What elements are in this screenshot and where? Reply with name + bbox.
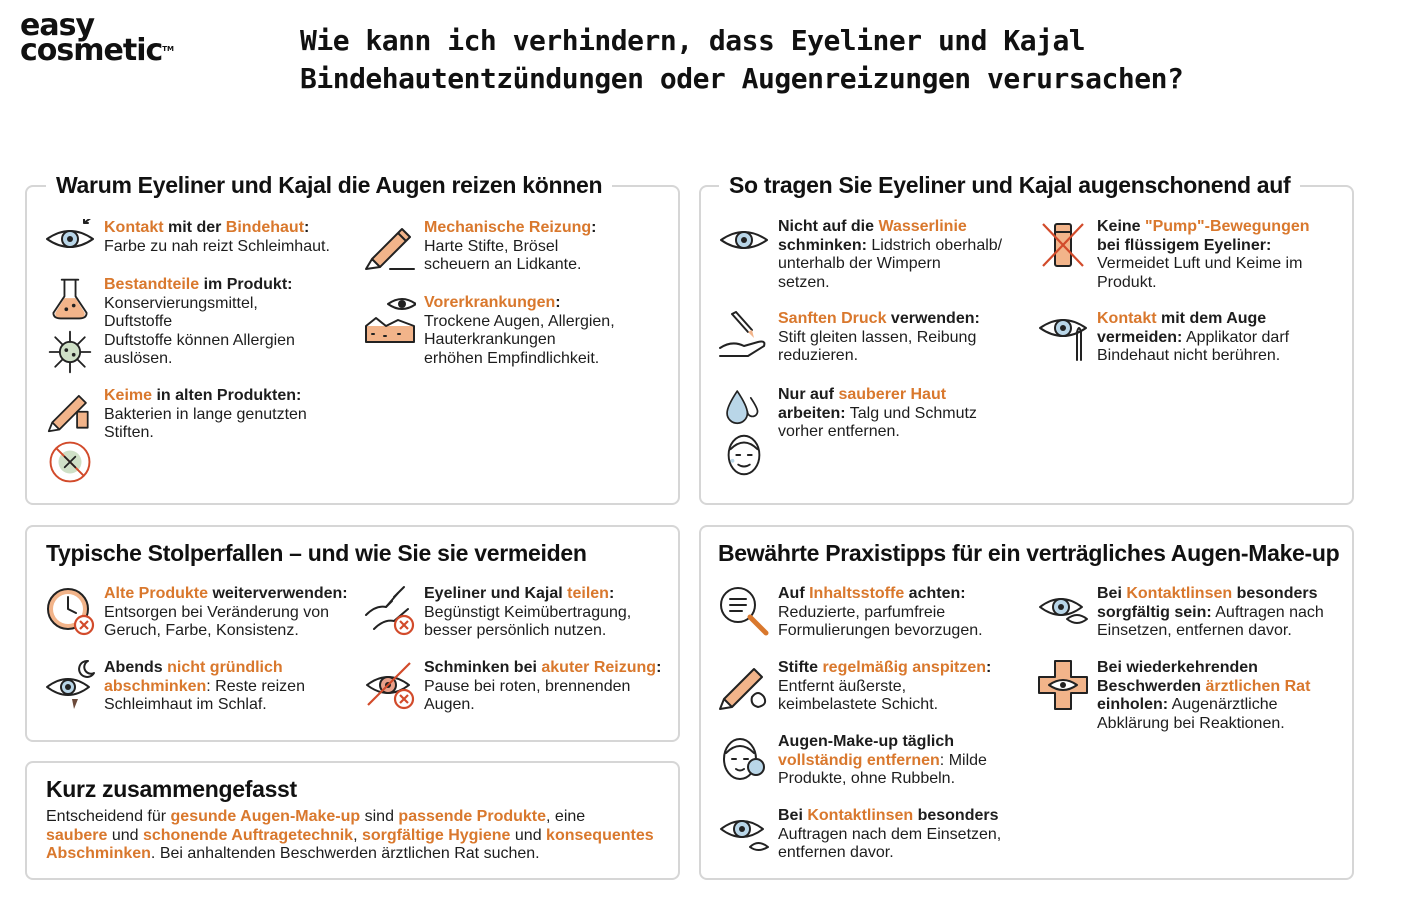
item-label: Vorerkrankungen <box>424 294 556 311</box>
logo-line1: easy <box>20 8 95 43</box>
item-text: Augen. <box>424 696 475 713</box>
item-text: besser persönlich nutzen. <box>424 622 607 639</box>
brand-logo <box>20 8 190 68</box>
item-text: Reduzierte, parfumfreie <box>778 603 946 621</box>
summary-text: und <box>107 826 143 844</box>
item-text: : Milde <box>939 751 987 769</box>
summary-highlight: gesunde Augen-Make-up <box>170 808 361 825</box>
irritated-eye-icon <box>364 659 416 711</box>
item-text: Auftragen nach dem Einsetzen, <box>778 825 1002 843</box>
item-text: Begünstigt Keimübertragung, <box>424 603 632 621</box>
no-pump-icon <box>1037 218 1089 270</box>
item-text: Abklärung bei Reaktionen. <box>1097 714 1285 732</box>
item-label: Bei wiederkehrenden <box>1097 659 1258 676</box>
item-text: : Reste reizen <box>206 677 305 695</box>
clock-icon <box>44 585 96 637</box>
item-text: scheuern an Lidkante. <box>424 256 582 273</box>
summary-text: sind <box>360 808 399 825</box>
item-text: Harte Stifte, Brösel <box>424 237 559 255</box>
medical-cross-icon <box>1037 659 1089 711</box>
item-text: Trockene Augen, Allergien, <box>424 312 615 330</box>
item-label: vermeiden: <box>1097 328 1183 346</box>
item-label: vollständig entfernen <box>778 751 940 769</box>
summary-text: , <box>353 826 362 844</box>
item-label: Mechanische Reizung <box>424 219 592 236</box>
item-label: Keime <box>104 387 153 404</box>
waterline-eye-icon <box>718 218 770 270</box>
item-text: Produkt. <box>1097 273 1157 291</box>
item-label: Nicht auf die <box>778 218 879 235</box>
item-label: achten: <box>904 585 966 602</box>
panel-summary-heading: Kurz zusammengefasst <box>46 776 297 802</box>
item-text: vorher entfernen. <box>778 423 900 440</box>
item-label: ärztlichen Rat <box>1205 677 1311 695</box>
face-icon <box>718 430 770 480</box>
summary-highlight: sorgfältige Hygiene <box>361 826 511 844</box>
item-label: Augen-Make-up täglich <box>778 733 955 750</box>
item-text: Stift gleiten lassen, Reibung <box>778 328 977 346</box>
item-label: besonders <box>913 807 999 824</box>
item-label: Nur auf <box>778 386 839 403</box>
item-label: weiterverwenden: <box>208 585 348 602</box>
logo-line2: cosmetic <box>20 32 163 68</box>
eye-icon <box>44 219 96 271</box>
item-label: sauberer Haut <box>838 386 947 403</box>
item-label: mit dem Auge <box>1156 310 1267 327</box>
item-text: Geruch, Farbe, Konsistenz. <box>104 622 299 639</box>
item-label: einholen: <box>1097 696 1169 713</box>
item-label: : <box>608 585 615 602</box>
item-label: Stifte <box>778 659 823 676</box>
item-label: teilen <box>567 585 609 602</box>
item-label: Sanften Druck <box>778 310 887 327</box>
summary-highlight: konsequentes <box>546 826 654 844</box>
item-text: Bindehaut nicht berühren. <box>1097 347 1281 364</box>
item-label: besonders <box>1232 585 1318 602</box>
item-label: Abends <box>104 659 168 676</box>
item-label: : <box>555 294 561 311</box>
item-text: Farbe zu nah reizt Schleimhaut. <box>104 237 330 255</box>
item-label: Beschwerden <box>1097 677 1206 695</box>
item-text: setzen. <box>778 273 830 291</box>
summary-paragraph <box>46 808 666 864</box>
item-label: : <box>591 219 597 236</box>
item-label: Eyeliner und Kajal <box>424 585 568 602</box>
old-pencil-icon <box>44 387 96 433</box>
page-title <box>300 22 1360 98</box>
skin-eye-icon <box>364 294 416 346</box>
item-label: Bindehaut <box>225 219 305 236</box>
item-text: auslösen. <box>104 350 173 367</box>
item-text: entfernen davor. <box>778 844 894 861</box>
item-label: Inhaltsstoffe <box>809 585 905 602</box>
item-label: Kontaktlinsen <box>807 807 914 824</box>
item-label: Kontakt <box>104 219 164 236</box>
item-text: Auftragen nach <box>1211 603 1324 621</box>
share-hands-icon <box>364 585 416 637</box>
summary-text: Entscheidend für <box>46 808 171 825</box>
item-text: Hauterkrankungen <box>424 331 556 348</box>
summary-highlight: Abschminken <box>46 845 151 862</box>
item-label: : <box>986 659 992 676</box>
sharpener-icon <box>718 659 770 711</box>
item-label: arbeiten: <box>778 404 846 422</box>
item-text: Bakterien in lange genutzten <box>104 405 307 423</box>
drops-icon <box>718 386 770 430</box>
item-label: nicht gründlich <box>167 659 283 676</box>
item-label: "Pump"-Bewegungen <box>1145 218 1310 235</box>
item-label: im Produkt: <box>199 276 293 293</box>
item-text: Talg und Schmutz <box>845 404 977 422</box>
item-label: schminken: <box>778 236 867 254</box>
allergen-icon <box>44 328 96 376</box>
summary-highlight: passende Produkte <box>398 808 547 825</box>
summary-text: und <box>510 826 547 844</box>
pencil-icon <box>364 219 416 271</box>
item-label: Auf <box>778 585 810 602</box>
item-text: Vermeidet Luft und Keime im <box>1097 255 1303 272</box>
item-label: Wasserlinie <box>878 218 967 235</box>
item-text: Entsorgen bei Veränderung von <box>104 603 330 621</box>
item-text: Duftstoffe <box>104 313 173 330</box>
summary-highlight: schonende Auftragetechnik <box>142 826 354 844</box>
item-text: Augenärztliche <box>1168 696 1278 713</box>
item-label: akuter Reizung <box>541 659 657 676</box>
title-line2: Bindehautentzündungen oder Augenreizungen verursachen? <box>300 62 1184 95</box>
item-label: : <box>656 659 662 676</box>
magnifier-icon <box>718 585 770 637</box>
item-label: Kontakt <box>1097 310 1157 327</box>
item-text: Lidstrich oberhalb/ <box>866 236 1003 254</box>
contact-lens-eye-icon <box>1037 585 1089 637</box>
item-label: Bestandteile <box>104 276 200 293</box>
panel-application-heading: So tragen Sie Eyeliner und Kajal augenschonend auf <box>719 172 1300 199</box>
eye-applicator-icon <box>1037 310 1089 362</box>
item-text: unterhalb der Wimpern <box>778 255 941 272</box>
contact-lens-icon <box>718 807 770 859</box>
title-line1: Wie kann ich verhindern, dass Eyeliner und Kajal <box>300 24 1086 57</box>
item-label: Bei <box>778 807 808 824</box>
item-text: Produkte, ohne Rubbeln. <box>778 770 956 787</box>
item-label: bei flüssigem Eyeliner: <box>1097 236 1272 254</box>
item-label: abschminken <box>104 677 207 695</box>
item-label: Keine <box>1097 218 1146 235</box>
item-text: Schleimhaut im Schlaf. <box>104 696 267 713</box>
summary-text: . Bei anhaltenden Beschwerden ärztlichen Rat suchen. <box>150 845 540 862</box>
item-text: reduzieren. <box>778 347 859 364</box>
summary-highlight: saubere <box>46 826 108 844</box>
item-label: regelmäßig anspitzen <box>822 659 987 676</box>
item-label: in alten Produkten: <box>152 387 302 404</box>
item-label: Bei <box>1097 585 1127 602</box>
panel-causes-heading: Warum Eyeliner und Kajal die Augen reizen können <box>46 172 612 199</box>
item-label: Kontaktlinsen <box>1126 585 1233 602</box>
item-text: keimbelastete Schicht. <box>778 696 939 713</box>
flask-icon <box>44 276 96 324</box>
item-label: mit der <box>163 219 226 236</box>
item-text: Einsetzen, entfernen davor. <box>1097 622 1292 639</box>
item-text: Duftstoffe können Allergien <box>104 331 295 349</box>
item-label: sorgfältig sein: <box>1097 603 1212 621</box>
hand-pencil-icon <box>718 310 770 362</box>
item-text: Applikator darf <box>1182 328 1290 346</box>
item-text: Pause bei roten, brennenden <box>424 677 631 695</box>
item-label: Schminken bei <box>424 659 542 676</box>
panel-pitfalls-heading: Typische Stolperfallen – und wie Sie sie vermeiden <box>46 540 587 566</box>
item-text: Formulierungen bevorzugen. <box>778 622 983 639</box>
item-text: Konservierungsmittel, <box>104 294 258 312</box>
item-text: erhöhen Empfindlichkeit. <box>424 349 600 367</box>
item-text: Entfernt äußerste, <box>778 677 907 695</box>
logo-tm: TM <box>162 44 175 53</box>
no-germs-icon <box>44 439 96 485</box>
item-text: Stiften. <box>104 424 154 441</box>
face-cleansing-icon <box>718 733 770 785</box>
item-label: : <box>304 219 310 236</box>
panel-tips-heading: Bewährte Praxistipps für ein verträgliches Augen-Make-up <box>718 540 1340 566</box>
item-label: verwenden: <box>886 310 980 327</box>
moon-eye-icon <box>44 659 96 711</box>
item-label: Alte Produkte <box>104 585 209 602</box>
summary-text: , eine <box>546 808 586 825</box>
